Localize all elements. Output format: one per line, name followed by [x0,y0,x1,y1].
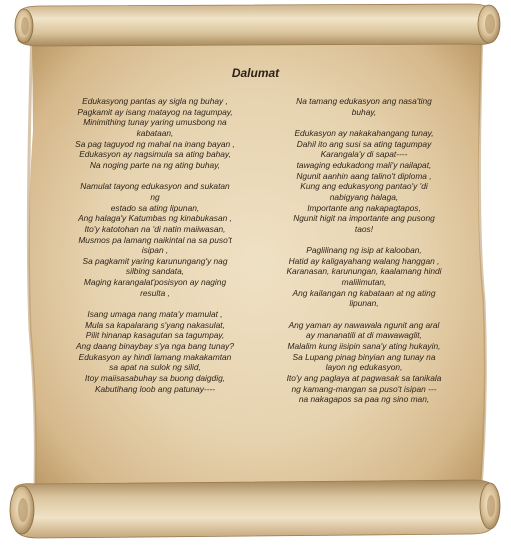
poem-line: Ngunit aanhin aang talino't diploma , [296,170,432,181]
poem-line: Dahil ito ang susi sa ating tagumpay [296,138,432,149]
poem-line: Ito'y katotohan na 'di natin maiiwasan, [84,223,226,234]
poem-line: resulta , [140,287,170,298]
poem-line: sa apat na sulok ng silid, [109,362,201,373]
poem-line: isipan , [141,245,169,256]
poem-line: estado sa ating lipunan, [110,202,200,213]
poem-line: malilimutan, [341,277,387,288]
poem-line: Musmos pa lamang naikintal na sa puso't [78,234,232,245]
poem-line: Sa Lupang pinag binyian ang tunay na [292,351,436,362]
poem-line: Karanasan, karunungan, kaalamang hindi [286,266,442,277]
poem-line: Sa pag taguyod ng mahal na inang bayan , [75,138,235,149]
poem-line: ay mananatili at di mawawaglit, [306,330,422,341]
poem-line: nabigyang halaga, [329,191,399,202]
poem-left-column [50,96,260,394]
poem-line: Namulat tayong edukasyon and sukatan [80,181,230,192]
poem-stanza [259,128,469,235]
poem-line: Edukasyong pantas ay sigla ng buhay , [82,96,228,106]
poem-line: Kung ang edukasyong pantao'y 'di [300,181,428,192]
poem-line: Ang yaman ay nawawala ngunit ang aral [288,319,440,330]
poem-line: Malalim kung iisipin sana'y ating hukayin, [287,341,441,352]
poem-line: buhay, [351,106,377,117]
poem-line: na nakagapos sa paa ng sino man, [298,394,430,405]
poem-line: Karangala'y di sapat---- [320,149,408,160]
poem-line: Maging karangalat'posisyon ay naging [83,277,227,288]
poem-line: Itoy maiisasabuhay sa buong daigdig, [84,373,226,384]
poem-stanza [259,96,469,117]
poem-line: Edukasyon ay nakakahangang tunay, [294,127,434,138]
poem-line: Isang umaga nang mata'y mamulat , [87,309,223,320]
poem-line: Mula sa kapalarang s'yang nakasulat, [85,319,225,330]
poem-line: silbing sandata, [125,266,185,277]
poem-line: Sa pagkamit yaring karunungang'y nag [82,255,228,266]
poem-stanza [50,96,260,171]
poem-line: kabataan, [136,127,174,138]
poem-line: lipunan, [349,298,379,309]
poem-stanza [50,181,260,298]
poem-line: Importante ang nakapagtapos, [307,202,421,213]
poem-line: Edukasyon ay nagsimula sa ating bahay, [79,149,231,160]
poem-line: ng kamang-mangan sa puso't isipan --- [291,383,437,394]
poem-line: Hatid ay kaligayahang walang hanggan , [288,255,440,266]
poem-line: Paglilinang ng isip at kalooban, [306,245,422,256]
poem-right-column [259,96,469,405]
poem-line: Na noging parte na ng ating buhay, [89,159,221,170]
poem-stanza [259,245,469,309]
poem-line: Ang daang binaybay s'ya nga bang tunay? [75,341,235,352]
top-roll [18,4,496,46]
poem-line: Ngunit higit na importante ang pusong [293,213,435,224]
bottom-roll [14,480,498,538]
poem-line: Ang kailangan ng kabataan at ng ating [292,287,436,298]
poem-line: Kabutihang loob ang patunay---- [94,383,216,394]
poem-title: Dalumat [231,66,280,80]
poem-line: Pagkamit ay isang matayog na tagumpay, [77,106,233,117]
poem-line: Pilit hinanap kasagutan sa tagumpay, [85,330,225,341]
poem-line: taos! [354,223,374,234]
poem-line: Ito'y ang paglaya at pagwasak sa tanikala [286,373,442,384]
poem-line: tawaging edukadong mali'y nailapat, [296,159,432,170]
poem-line: Na tamang edukasyon ang nasa'ting [296,96,432,106]
poem-line: Edukasyon ay hindi lamang makakamtan [78,351,232,362]
poem-line: layon ng edukasyon, [325,362,403,373]
poem-stanza [259,320,469,405]
poem-stanza [50,309,260,394]
poem-line: Ang halaga'y Katumbas ng kinabukasan , [78,213,232,224]
poem-line: ng [150,191,160,202]
poem-line: Minimithing tunay yaring umusbong na [83,117,227,128]
